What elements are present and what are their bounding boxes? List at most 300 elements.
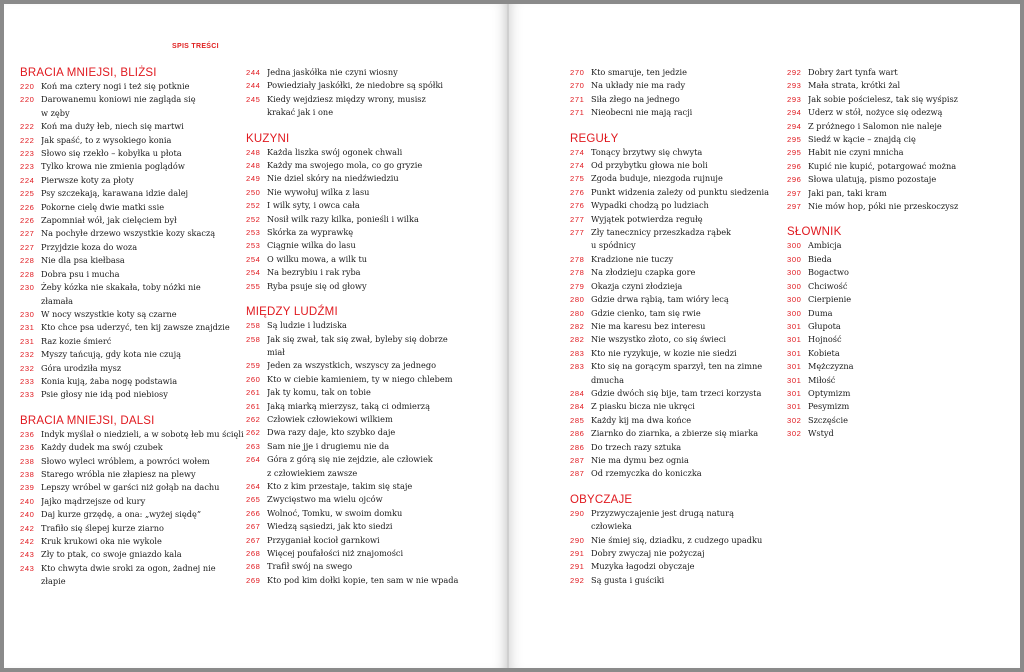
entry-text: Słowa ulatują, pismo pozostaje <box>808 174 937 185</box>
toc-entry[interactable] <box>20 120 256 133</box>
page-number: 220 <box>20 95 35 105</box>
page-number: 300 <box>787 241 802 251</box>
page-number: 279 <box>570 281 585 291</box>
page-number: 274 <box>570 147 585 157</box>
page-number: 294 <box>787 121 802 131</box>
page-number: 236 <box>20 443 35 453</box>
entry-text-continuation: miał <box>267 346 285 357</box>
toc-entry[interactable] <box>570 547 785 560</box>
entry-text: Siedź w kącie – znajdą cię <box>808 134 916 145</box>
entry-text: Żeby kózka nie skakała, toby nóżki nie <box>41 282 201 293</box>
toc-entry[interactable] <box>20 428 256 441</box>
toc-entry[interactable] <box>570 213 785 226</box>
entry-text: Pokorne cielę dwie matki ssie <box>41 201 165 212</box>
toc-entry[interactable] <box>246 186 501 199</box>
entry-text: Mała strata, krótki żal <box>808 80 901 91</box>
page-number: 294 <box>787 108 802 118</box>
toc-entry[interactable] <box>570 186 785 199</box>
toc-entry[interactable] <box>246 213 501 226</box>
page-number: 248 <box>246 147 261 157</box>
section-title: SŁOWNIK <box>787 226 842 239</box>
page-number: 287 <box>570 455 585 465</box>
entry-text: Okazja czyni złodzieja <box>591 280 683 291</box>
toc-entry[interactable] <box>20 535 256 548</box>
toc-entry[interactable] <box>246 79 501 92</box>
toc-entry[interactable] <box>570 199 785 212</box>
entry-text: Nieobecni nie mają racji <box>591 107 693 118</box>
toc-entry[interactable] <box>246 426 501 439</box>
toc-entry[interactable] <box>20 495 256 508</box>
page-number: 230 <box>20 283 35 293</box>
toc-entry[interactable] <box>20 548 256 561</box>
page-number: 274 <box>570 161 585 171</box>
entry-text: Bogactwo <box>808 267 849 278</box>
toc-entry[interactable] <box>570 146 785 159</box>
entry-text: Chciwość <box>808 280 848 291</box>
toc-entry[interactable] <box>246 413 501 426</box>
toc-entry[interactable] <box>20 455 256 468</box>
toc-entry[interactable] <box>787 200 1015 213</box>
entry-text: Wstyd <box>808 428 834 439</box>
page-number: 276 <box>570 187 585 197</box>
page-number: 301 <box>787 335 802 345</box>
toc-entry[interactable] <box>246 547 501 560</box>
toc-entry[interactable] <box>570 307 785 320</box>
entry-text: Lepszy wróbel w garści niż gołąb na dachu <box>41 482 220 493</box>
page-number: 227 <box>20 242 35 252</box>
toc-entry[interactable] <box>246 226 501 239</box>
entry-text: Jak ty komu, tak on tobie <box>267 387 371 398</box>
toc-entry[interactable] <box>570 387 785 400</box>
page-number: 259 <box>246 361 261 371</box>
page-number: 264 <box>246 455 261 465</box>
section-gap <box>570 481 785 493</box>
page-number: 302 <box>787 415 802 425</box>
entry-text: Nie śmiej się, dziadku, z cudzego upadku <box>591 534 763 545</box>
toc-entry[interactable] <box>246 493 501 506</box>
entry-text: Nie wywołuj wilka z lasu <box>267 186 370 197</box>
page-number: 226 <box>20 216 35 226</box>
page-number: 301 <box>787 388 802 398</box>
toc-entry[interactable] <box>20 241 256 254</box>
toc-entry[interactable] <box>787 293 1015 306</box>
page-number: 244 <box>246 68 261 77</box>
entry-text: Od rzemyczka do koniczka <box>591 468 702 479</box>
left-column-1 <box>20 66 256 589</box>
toc-entry[interactable] <box>570 93 785 106</box>
toc-entry[interactable] <box>787 414 1015 427</box>
page-number: 275 <box>570 174 585 184</box>
entry-text: Są gusta i guściki <box>591 574 665 585</box>
entry-text-continuation: dmucha <box>591 374 625 385</box>
toc-entry[interactable] <box>20 187 256 200</box>
page-number: 238 <box>20 469 35 479</box>
toc-entry[interactable] <box>570 253 785 266</box>
entry-text: Nie dla psa kiełbasa <box>41 255 125 266</box>
toc-entry[interactable] <box>246 66 501 79</box>
toc-entry[interactable] <box>246 373 501 386</box>
toc-entry[interactable] <box>787 320 1015 333</box>
entry-text: Dobry zwyczaj nie pożyczaj <box>591 548 705 558</box>
toc-entry[interactable] <box>787 133 1015 146</box>
toc-entry[interactable] <box>20 174 256 187</box>
entry-text-continuation: u spódnicy <box>591 240 636 251</box>
entry-text: Wypadki chodzą po ludziach <box>591 200 709 211</box>
toc-entry[interactable] <box>20 562 256 575</box>
page-number: 230 <box>20 309 35 319</box>
toc-entry[interactable] <box>570 574 785 587</box>
toc-entry[interactable] <box>20 214 256 227</box>
entry-text: Szczęście <box>808 414 848 425</box>
section-gap <box>20 402 256 414</box>
toc-entry[interactable] <box>20 160 256 173</box>
entry-text: Konia kują, żaba nogę podstawia <box>41 375 178 386</box>
page-number: 254 <box>246 268 261 278</box>
entry-text: Psie głosy nie idą pod niebiosy <box>41 389 168 400</box>
page-number: 223 <box>20 149 35 159</box>
entry-text: Jeden za wszystkich, wszyscy za jednego <box>267 360 437 371</box>
toc-entry[interactable] <box>246 359 501 372</box>
entry-text: Przyjdzie koza do woza <box>41 241 138 252</box>
toc-entry[interactable] <box>787 187 1015 200</box>
entry-text: Dobry żart tynfa wart <box>808 67 898 77</box>
toc-entry[interactable] <box>246 534 501 547</box>
entry-text: Zgoda buduje, niezgoda rujnuje <box>591 173 723 184</box>
toc-entry[interactable] <box>246 93 501 106</box>
entry-text: Kto z kim przestaje, takim się staje <box>267 480 413 491</box>
toc-entry[interactable] <box>20 308 256 321</box>
page-number: 242 <box>20 537 35 546</box>
entry-text: Wyjątek potwierdza regułę <box>591 213 703 224</box>
entry-text-continuation: człowieka <box>591 521 632 532</box>
page-number: 261 <box>246 401 261 411</box>
toc-entry[interactable] <box>570 226 785 239</box>
toc-entry[interactable] <box>246 480 501 493</box>
toc-entry[interactable] <box>20 281 256 294</box>
toc-entry[interactable] <box>570 347 785 360</box>
entry-text: Gdzie cienko, tam się rwie <box>591 307 701 318</box>
entry-text: Człowiek człowiekowi wilkiem <box>267 413 393 424</box>
page-number: 285 <box>570 415 585 425</box>
toc-entry[interactable] <box>787 93 1015 106</box>
toc-entry[interactable] <box>246 253 501 266</box>
entry-text-continuation: złapie <box>41 576 66 587</box>
page-number: 284 <box>570 388 585 398</box>
entry-text: Kradzione nie tuczy <box>591 253 674 264</box>
page-number: 300 <box>787 254 802 264</box>
toc-entry[interactable] <box>246 507 501 520</box>
toc-entry[interactable] <box>246 239 501 252</box>
entry-text: Sam nie jje i drugiemu nie da <box>267 440 390 451</box>
toc-entry[interactable] <box>570 360 785 373</box>
page-number: 301 <box>787 375 802 385</box>
page-number: 283 <box>570 362 585 372</box>
entry-text: Przyganiał kocioł garnkowi <box>267 534 380 545</box>
page-number: 269 <box>246 575 261 585</box>
entry-text: Nie ma karesu bez interesu <box>591 320 706 331</box>
entry-text: Pesymizm <box>808 401 850 412</box>
entry-text: Raz kozie śmierć <box>41 335 112 346</box>
right-column-1 <box>570 66 785 587</box>
toc-entry[interactable] <box>570 441 785 454</box>
entry-text: Ciągnie wilka do lasu <box>267 240 356 251</box>
entry-text: Jak spaść, to z wysokiego konia <box>41 134 172 145</box>
toc-entry[interactable] <box>246 146 501 159</box>
page-number: 278 <box>570 254 585 264</box>
toc-entry[interactable] <box>570 534 785 547</box>
toc-entry[interactable] <box>20 468 256 481</box>
page-number: 244 <box>246 81 261 91</box>
toc-entry[interactable] <box>246 199 501 212</box>
page-number: 301 <box>787 402 802 412</box>
toc-entry[interactable] <box>570 106 785 119</box>
toc-entry[interactable] <box>787 347 1015 360</box>
entry-text: Gdzie drwa rąbią, tam wióry lecą <box>591 294 729 305</box>
toc-entry[interactable] <box>246 520 501 533</box>
entry-text: Przyzwyczajenie jest drugą naturą <box>591 507 734 518</box>
page-number: 268 <box>246 549 261 558</box>
page-number: 253 <box>246 228 261 238</box>
entry-text: Koń ma cztery nogi i też się potknie <box>41 81 190 91</box>
entry-text: Zwycięstwo ma wielu ojców <box>267 494 383 505</box>
toc-entry[interactable] <box>570 414 785 427</box>
toc-entry[interactable] <box>787 253 1015 266</box>
entry-text: Muzyka łagodzi obyczaje <box>591 561 695 572</box>
entry-text: W nocy wszystkie koty są czarne <box>41 308 177 319</box>
toc-entry[interactable] <box>20 134 256 147</box>
entry-text: Na pochyłe drzewo wszystkie kozy skaczą <box>41 228 216 239</box>
entry-text: Wolnoć, Tomku, w swoim domku <box>267 507 403 518</box>
page-number: 296 <box>787 161 802 171</box>
page-number: 263 <box>246 441 261 451</box>
entry-text: Kto pod kim dołki kopie, ten sam w nie wpada <box>267 574 459 585</box>
section-gap <box>246 120 501 132</box>
page-number: 232 <box>20 350 35 360</box>
entry-text: Jaką miarką mierzysz, taką ci odmierzą <box>267 400 430 411</box>
entry-text: Jajko mądrzejsze od kury <box>41 495 146 506</box>
toc-entry[interactable] <box>787 387 1015 400</box>
toc-entry[interactable] <box>787 106 1015 119</box>
page-number: 253 <box>246 241 261 251</box>
section-gap <box>787 213 1015 225</box>
toc-entry[interactable] <box>570 266 785 279</box>
toc-entry[interactable] <box>787 66 1015 79</box>
page-number: 254 <box>246 254 261 264</box>
entry-text: Do trzech razy sztuka <box>591 441 682 452</box>
page-number: 276 <box>570 201 585 211</box>
page-number: 233 <box>20 376 35 386</box>
toc-entry[interactable] <box>787 400 1015 413</box>
page-number: 220 <box>20 82 35 91</box>
toc-entry[interactable] <box>246 333 501 346</box>
entry-text-continuation: krakać jak i one <box>267 107 334 118</box>
entry-text: Kto chwyta dwie sroki za ogon, żadnej nie <box>41 562 216 573</box>
toc-entry[interactable] <box>570 293 785 306</box>
entry-text: Zły tanecznicy przeszkadza rąbek <box>591 227 732 238</box>
entry-text: Zapomniał wół, jak cielęciem był <box>41 215 177 226</box>
page-number: 228 <box>20 269 35 279</box>
toc-entry[interactable] <box>246 386 501 399</box>
page-number: 287 <box>570 469 585 479</box>
toc-entry[interactable] <box>787 374 1015 387</box>
toc-entry[interactable] <box>787 333 1015 346</box>
page-number: 240 <box>20 496 35 506</box>
toc-entry[interactable] <box>20 508 256 521</box>
toc-entry[interactable] <box>20 93 256 106</box>
page-number: 240 <box>20 510 35 520</box>
page-number: 302 <box>787 429 802 439</box>
toc-entry[interactable] <box>570 66 785 79</box>
entry-text: Nosił wilk razy kilka, ponieśli i wilka <box>267 213 419 224</box>
page-number: 284 <box>570 402 585 412</box>
toc-entry[interactable] <box>20 201 256 214</box>
page-number: 290 <box>570 508 585 518</box>
toc-entry[interactable] <box>570 560 785 573</box>
page-number: 233 <box>20 390 35 400</box>
entry-text: Nie dziel skóry na niedźwiedziu <box>267 173 399 184</box>
toc-entry[interactable] <box>787 173 1015 186</box>
toc-entry[interactable] <box>20 227 256 240</box>
entry-text: Kto w ciebie kamieniem, ty w niego chlebem <box>267 373 453 384</box>
toc-entry[interactable] <box>20 268 256 281</box>
toc-entry[interactable] <box>20 522 256 535</box>
entry-text: Ziarnko do ziarnka, a zbierze się miarka <box>591 428 759 439</box>
entry-text: Wiedzą sąsiedzi, jak kto siedzi <box>267 521 393 532</box>
toc-entry[interactable] <box>787 79 1015 92</box>
entry-text: Kto chce psa uderzyć, ten kij zawsze znajdzie <box>41 322 230 333</box>
entry-text: Ryba psuje się od głowy <box>267 280 367 291</box>
section-title: MIĘDZY LUDŹMI <box>246 306 338 319</box>
toc-entry[interactable] <box>20 348 256 361</box>
page-number: 252 <box>246 201 261 211</box>
page-number: 291 <box>570 562 585 572</box>
entry-text: Pierwsze koty za płoty <box>41 174 134 185</box>
page-number: 292 <box>787 68 802 77</box>
toc-entry[interactable] <box>570 400 785 413</box>
page-number: 249 <box>246 174 261 184</box>
toc-entry[interactable] <box>570 79 785 92</box>
toc-entry[interactable] <box>787 146 1015 159</box>
page-number: 301 <box>787 321 802 331</box>
toc-entry[interactable] <box>20 375 256 388</box>
page-number: 264 <box>246 481 261 491</box>
entry-text: Kobieta <box>808 347 840 358</box>
toc-entry[interactable] <box>246 574 501 587</box>
toc-entry[interactable] <box>20 335 256 348</box>
entry-text-continuation: złamała <box>41 295 74 306</box>
entry-text: Cierpienie <box>808 294 852 305</box>
toc-entry[interactable] <box>787 120 1015 133</box>
page-number: 250 <box>246 187 261 197</box>
toc-entry[interactable] <box>570 320 785 333</box>
page-number: 262 <box>246 414 261 424</box>
entry-text: Nie wszystko złoto, co się świeci <box>591 334 726 345</box>
toc-entry[interactable] <box>787 427 1015 440</box>
toc-entry[interactable] <box>20 388 256 401</box>
entry-text: Kto smaruje, ten jedzie <box>591 67 687 77</box>
left-page <box>4 4 507 668</box>
entry-text: Indyk myślał o niedzieli, a w sobotę łeb mu ścięli <box>41 428 244 439</box>
toc-entry[interactable] <box>570 467 785 480</box>
toc-entry[interactable] <box>570 507 785 520</box>
page-number: 301 <box>787 362 802 372</box>
page-number: 261 <box>246 388 261 398</box>
entry-text: Trafił swój na swego <box>267 561 353 572</box>
toc-entry[interactable] <box>570 333 785 346</box>
toc-entry[interactable] <box>246 319 501 332</box>
page-number: 295 <box>787 148 802 158</box>
toc-entry[interactable] <box>570 172 785 185</box>
toc-entry[interactable] <box>246 560 501 573</box>
entry-text: I wilk syty, i owca cała <box>267 200 360 211</box>
section-title: BRACIA MNIEJSI, DALSI <box>20 414 155 427</box>
toc-entry[interactable] <box>20 254 256 267</box>
entry-text: Z próżnego i Salomon nie naleje <box>808 120 942 131</box>
toc-entry[interactable] <box>787 266 1015 279</box>
toc-entry[interactable] <box>20 481 256 494</box>
toc-entry[interactable] <box>246 159 501 172</box>
page-number: 227 <box>20 229 35 239</box>
page-number: 266 <box>246 508 261 518</box>
page-number: 300 <box>787 295 802 305</box>
toc-entry[interactable] <box>20 80 256 93</box>
page-number: 231 <box>20 336 35 346</box>
toc-entry[interactable] <box>20 321 256 334</box>
section-title: KUZYNI <box>246 132 290 145</box>
page-number: 260 <box>246 374 261 384</box>
toc-entry[interactable] <box>20 147 256 160</box>
page-number: 231 <box>20 323 35 333</box>
toc-entry[interactable] <box>787 160 1015 173</box>
entry-text: Kupić nie kupić, potargować można <box>808 160 957 171</box>
toc-entry[interactable] <box>20 441 256 454</box>
toc-entry[interactable] <box>787 307 1015 320</box>
entry-text: Miłość <box>808 374 836 385</box>
entry-text: Kruk krukowi oka nie wykole <box>41 536 162 546</box>
toc-entry[interactable] <box>246 172 501 185</box>
entry-text: Każdy dudek ma swój czubek <box>41 442 163 453</box>
page-number: 296 <box>787 175 802 185</box>
toc-entry[interactable] <box>246 266 501 279</box>
toc-entry[interactable] <box>246 280 501 293</box>
toc-entry[interactable] <box>246 440 501 453</box>
page-number: 226 <box>20 202 35 212</box>
toc-entry[interactable] <box>246 400 501 413</box>
toc-entry[interactable] <box>570 427 785 440</box>
page-number: 258 <box>246 321 261 331</box>
toc-entry[interactable] <box>570 280 785 293</box>
page-number: 222 <box>20 122 35 132</box>
page-number: 295 <box>787 135 802 145</box>
entry-text: Tylko krowa nie zmienia poglądów <box>41 161 185 172</box>
page-number: 286 <box>570 429 585 439</box>
toc-entry[interactable] <box>787 239 1015 252</box>
toc-entry[interactable] <box>787 280 1015 293</box>
page-number: 300 <box>787 268 802 278</box>
toc-entry[interactable] <box>246 453 501 466</box>
toc-entry[interactable] <box>20 362 256 375</box>
toc-entry[interactable] <box>787 360 1015 373</box>
entry-text: Duma <box>808 307 833 318</box>
page-number: 280 <box>570 295 585 305</box>
entry-text: Kiedy wejdziesz między wrony, musisz <box>267 93 426 104</box>
page-number: 283 <box>570 348 585 358</box>
toc-entry[interactable] <box>570 159 785 172</box>
toc-entry[interactable] <box>570 454 785 467</box>
page-number: 270 <box>570 68 585 77</box>
entry-text: Słowo wyleci wróblem, a powróci wołem <box>41 455 210 466</box>
entry-text: Starego wróbla nie złapiesz na plewy <box>41 468 196 479</box>
